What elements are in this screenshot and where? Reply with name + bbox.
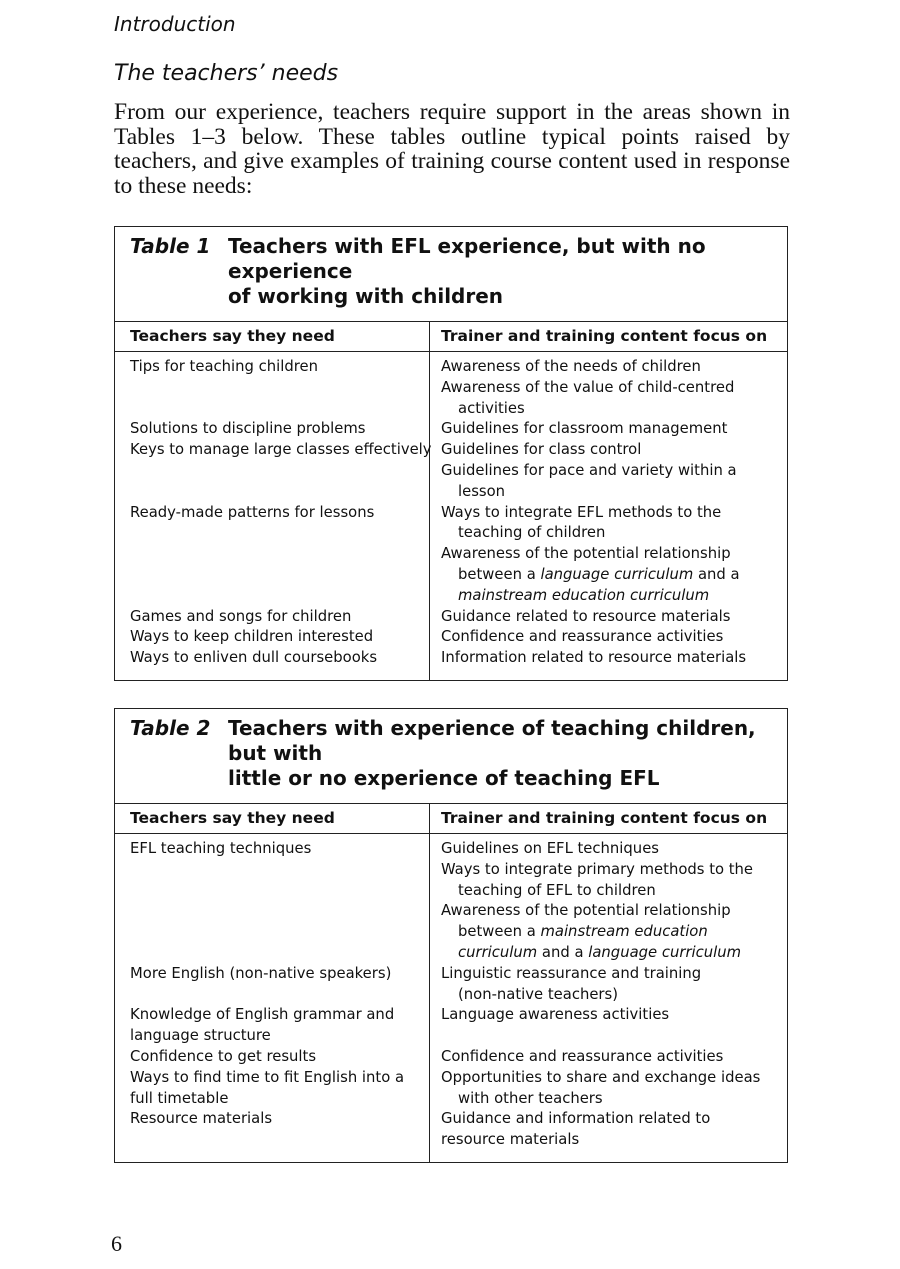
need-item: Tips for teaching children xyxy=(130,358,318,375)
focus-item-continued: resource materials xyxy=(441,1131,580,1149)
focus-text: and a xyxy=(693,565,740,583)
need-item: Ways to find time to fit English into a xyxy=(130,1068,405,1086)
need-item: Games and songs for children xyxy=(130,607,352,625)
table-1-header-row xyxy=(115,322,787,352)
running-head: Introduction xyxy=(114,12,236,36)
need-item: More English (non-native speakers) xyxy=(130,964,392,982)
table-1-number: Table 1 xyxy=(130,234,211,258)
table-1-title-line: Teachers with EFL experience, but with no experience xyxy=(228,234,706,283)
need-item: Ready-made patterns for lessons xyxy=(130,503,375,521)
intro-paragraph: From our experience, teachers require support in the areas shown in Tables 1–3 below. These tables outline typical points raised by teachers, and give examples of training course content used in response to these needs: xyxy=(114,99,790,199)
table-2-header-row xyxy=(115,804,787,834)
table-1-title xyxy=(228,234,775,309)
focus-item-continued: teaching of EFL to children xyxy=(458,881,656,899)
focus-item-continued xyxy=(441,586,781,607)
focus-item: Awareness of the value of child-centred xyxy=(441,378,735,396)
table-2-title xyxy=(228,716,775,791)
focus-text: and a xyxy=(537,943,589,961)
table-1 xyxy=(114,226,788,681)
focus-item: Awareness of the needs of children xyxy=(441,358,701,375)
focus-text-italic: mainstream education xyxy=(540,923,708,941)
table-1-caption xyxy=(115,227,787,322)
focus-item-continued: (non-native teachers) xyxy=(458,985,618,1003)
need-item: Keys to manage large classes effectively xyxy=(130,441,432,459)
focus-item-continued: teaching of children xyxy=(458,524,606,542)
focus-item: Linguistic reassurance and training xyxy=(441,964,702,982)
table-2-caption xyxy=(115,709,787,804)
need-item: EFL teaching techniques xyxy=(130,840,312,857)
table-2-needs-column xyxy=(115,834,430,1162)
focus-item-continued xyxy=(441,922,781,943)
need-item-continued: language structure xyxy=(130,1027,271,1045)
table-1-col-header-needs: Teachers say they need xyxy=(115,322,430,351)
focus-item: Guidance and information related to xyxy=(441,1110,711,1128)
section-title: The teachers’ needs xyxy=(114,61,339,86)
focus-item: Ways to integrate primary methods to the xyxy=(441,860,754,878)
focus-item: Awareness of the potential relationship xyxy=(441,545,731,563)
focus-item: Guidelines for class control xyxy=(441,441,642,459)
focus-item: Confidence and reassurance activities xyxy=(441,628,724,646)
focus-item-continued: lesson xyxy=(458,482,506,500)
focus-item: Guidance related to resource materials xyxy=(441,607,731,625)
table-1-focus-column xyxy=(430,352,787,680)
need-item: Resource materials xyxy=(130,1110,273,1128)
table-2 xyxy=(114,708,788,1163)
table-1-needs-column xyxy=(115,352,430,680)
table-1-col-header-focus: Trainer and training content focus on xyxy=(441,327,768,345)
focus-item-continued xyxy=(441,565,781,586)
focus-item: Information related to resource materials xyxy=(441,649,747,667)
focus-item-continued xyxy=(441,943,781,964)
need-item-continued: full timetable xyxy=(130,1089,229,1107)
need-item: Knowledge of English grammar and xyxy=(130,1006,395,1024)
focus-item-continued: activities xyxy=(458,399,525,417)
focus-item: Guidelines for pace and variety within a xyxy=(441,461,737,479)
need-item: Ways to keep children interested xyxy=(130,628,374,646)
focus-item: Opportunities to share and exchange ideas xyxy=(441,1068,761,1086)
focus-item: Guidelines for classroom management xyxy=(441,420,728,438)
focus-item: Guidelines on EFL techniques xyxy=(441,840,660,857)
page-number: 6 xyxy=(111,1231,122,1256)
focus-item: Ways to integrate EFL methods to the xyxy=(441,503,722,521)
need-item: Ways to enliven dull coursebooks xyxy=(130,649,378,667)
table-1-body xyxy=(115,352,787,680)
table-2-number: Table 2 xyxy=(130,716,211,740)
focus-text-italic: language curriculum xyxy=(588,943,742,961)
focus-item: Awareness of the potential relationship xyxy=(441,902,731,920)
table-2-col-header-focus: Trainer and training content focus on xyxy=(441,809,768,827)
need-item: Confidence to get results xyxy=(130,1047,317,1065)
focus-text: between a xyxy=(458,565,541,583)
focus-item: Language awareness activities xyxy=(441,1006,670,1024)
focus-text-italic: language curriculum xyxy=(540,565,694,583)
table-2-col-header-needs: Teachers say they need xyxy=(115,804,430,833)
focus-text-italic: mainstream education curriculum xyxy=(458,586,710,604)
table-2-focus-column xyxy=(430,834,787,1162)
table-1-title-line: of working with children xyxy=(228,284,504,308)
focus-item: Confidence and reassurance activities xyxy=(441,1047,724,1065)
focus-text: between a xyxy=(458,923,541,941)
table-2-title-line: little or no experience of teaching EFL xyxy=(228,766,660,790)
focus-text-italic: curriculum xyxy=(458,943,538,961)
table-2-title-line: Teachers with experience of teaching children, but with xyxy=(228,716,756,765)
focus-item-continued: with other teachers xyxy=(458,1089,603,1107)
need-item: Solutions to discipline problems xyxy=(130,420,366,438)
table-2-body xyxy=(115,834,787,1162)
